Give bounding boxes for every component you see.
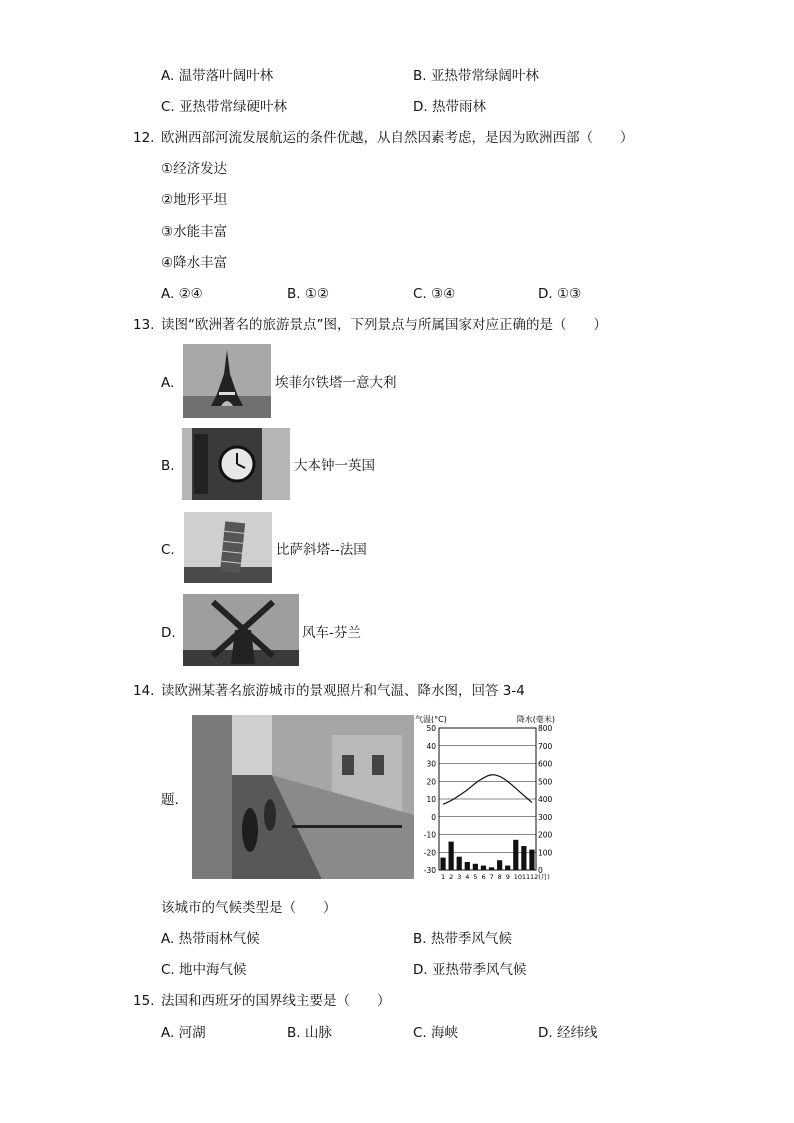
leaning-tower-photo xyxy=(184,512,272,583)
q12-number: 12. xyxy=(133,130,155,146)
month-tick-label: 6 xyxy=(481,873,486,881)
temp-tick-label: -30 xyxy=(423,866,436,875)
temp-axis-label: 气温(°C) xyxy=(415,715,447,724)
q12-item-3: ③水能丰富 xyxy=(161,224,228,240)
q12-option-b: B. ①② xyxy=(287,286,330,302)
temp-tick-label: 10 xyxy=(426,795,436,804)
big-ben-photo xyxy=(182,428,290,500)
precip-tick-label: 500 xyxy=(538,777,553,787)
q14-stem: 读欧洲某著名旅游城市的景观照片和气温、降水图，回答 3-4 xyxy=(161,683,525,699)
temp-tick-label: 20 xyxy=(426,777,436,787)
precip-axis-label: 降水(毫米) xyxy=(516,715,555,724)
climate-chart-svg xyxy=(415,714,555,884)
precip-bar xyxy=(457,857,462,870)
precip-bar xyxy=(449,842,454,870)
temp-tick-label: 40 xyxy=(426,741,436,751)
q13-option-b-text: 大本钟一英国 xyxy=(294,458,375,474)
q14-option-c: C. 地中海气候 xyxy=(161,962,247,978)
q13-number: 13. xyxy=(133,317,155,333)
precip-bar xyxy=(481,866,486,870)
q12-option-d: D. ①③ xyxy=(538,286,582,302)
month-tick-label: 7 xyxy=(489,873,494,881)
q12-item-4: ④降水丰富 xyxy=(161,255,228,271)
q11-option-c: C. 亚热带常绿硬叶林 xyxy=(161,99,288,115)
temp-tick-label: 30 xyxy=(426,759,436,769)
precip-tick-label: 600 xyxy=(538,759,553,769)
precip-bar xyxy=(489,867,494,870)
venice-canal-photo xyxy=(192,715,414,879)
precip-bar xyxy=(497,860,502,870)
q15-option-b: B. 山脉 xyxy=(287,1025,332,1041)
precip-tick-label: 800 xyxy=(538,724,553,733)
q12-option-c: C. ③④ xyxy=(413,286,456,302)
precip-tick-label: 200 xyxy=(538,830,553,840)
q13-option-d-label: D. xyxy=(161,625,176,641)
q15-stem: 法国和西班牙的国界线主要是（ ） xyxy=(161,993,391,1009)
q11-option-a: A. 温带落叶阔叶林 xyxy=(161,68,274,84)
month-tick-label: 4 xyxy=(465,873,470,881)
month-tick-label: 11 xyxy=(521,873,531,881)
precip-tick-label: 100 xyxy=(538,848,553,858)
precip-bar xyxy=(529,850,534,870)
q15-option-a: A. 河湖 xyxy=(161,1025,206,1041)
precip-bar xyxy=(465,862,470,870)
q13-option-b-label: B. xyxy=(161,458,175,474)
q13-option-c-text: 比萨斜塔--法国 xyxy=(276,542,367,558)
q14-option-d: D. 亚热带季风气候 xyxy=(413,962,527,978)
q15-number: 15. xyxy=(133,993,155,1009)
month-tick-label: 10 xyxy=(513,873,523,881)
q11-option-d: D. 热带雨林 xyxy=(413,99,486,115)
eiffel-tower-photo xyxy=(183,344,271,418)
q14-stem-continued: 题. xyxy=(161,792,179,808)
precip-bar xyxy=(440,858,445,870)
precip-tick-label: 400 xyxy=(538,795,553,804)
q15-option-c: C. 海峡 xyxy=(413,1025,459,1041)
q12-item-2: ②地形平坦 xyxy=(161,192,228,208)
q13-option-a-text: 埃菲尔铁塔一意大利 xyxy=(275,375,397,391)
precip-tick-label: 0 xyxy=(538,866,543,875)
q13-option-a-label: A. xyxy=(161,375,175,391)
precip-bar xyxy=(521,846,526,870)
month-tick-label: 9 xyxy=(505,873,510,881)
q15-option-d: D. 经纬线 xyxy=(538,1025,598,1041)
q11-option-b: B. 亚热带常绿阔叶林 xyxy=(413,68,539,84)
month-tick-label: 12(月) xyxy=(529,873,550,881)
month-tick-label: 1 xyxy=(441,873,446,881)
q14-option-a: A. 热带雨林气候 xyxy=(161,931,260,947)
q13-option-c-label: C. xyxy=(161,542,175,558)
q14-number: 14. xyxy=(133,683,155,699)
q14-sub-question: 该城市的气候类型是（ ） xyxy=(161,900,337,916)
month-tick-label: 5 xyxy=(473,873,478,881)
precip-bar xyxy=(505,866,510,870)
month-tick-label: 3 xyxy=(457,873,462,881)
precip-tick-label: 300 xyxy=(538,812,553,822)
climate-chart xyxy=(415,714,555,884)
temp-tick-label: 0 xyxy=(431,812,436,822)
month-tick-label: 2 xyxy=(449,873,454,881)
q12-item-1: ①经济发达 xyxy=(161,161,228,177)
precip-tick-label: 700 xyxy=(538,741,553,751)
precip-bar xyxy=(513,840,518,870)
temp-tick-label: -10 xyxy=(423,830,436,840)
temp-tick-label: 50 xyxy=(426,724,436,733)
q12-option-a: A. ②④ xyxy=(161,286,203,302)
precip-bar xyxy=(473,864,478,870)
q13-stem: 读图“欧洲著名的旅游景点”图，下列景点与所属国家对应正确的是（ ） xyxy=(161,317,607,333)
q12-stem: 欧洲西部河流发展航运的条件优越，从自然因素考虑，是因为欧洲西部（ ） xyxy=(161,130,634,146)
month-tick-label: 8 xyxy=(497,873,502,881)
temp-tick-label: -20 xyxy=(423,848,436,858)
q13-option-d-text: 风车-芬兰 xyxy=(302,625,361,641)
windmill-photo xyxy=(183,594,299,666)
q14-option-b: B. 热带季风气候 xyxy=(413,931,512,947)
